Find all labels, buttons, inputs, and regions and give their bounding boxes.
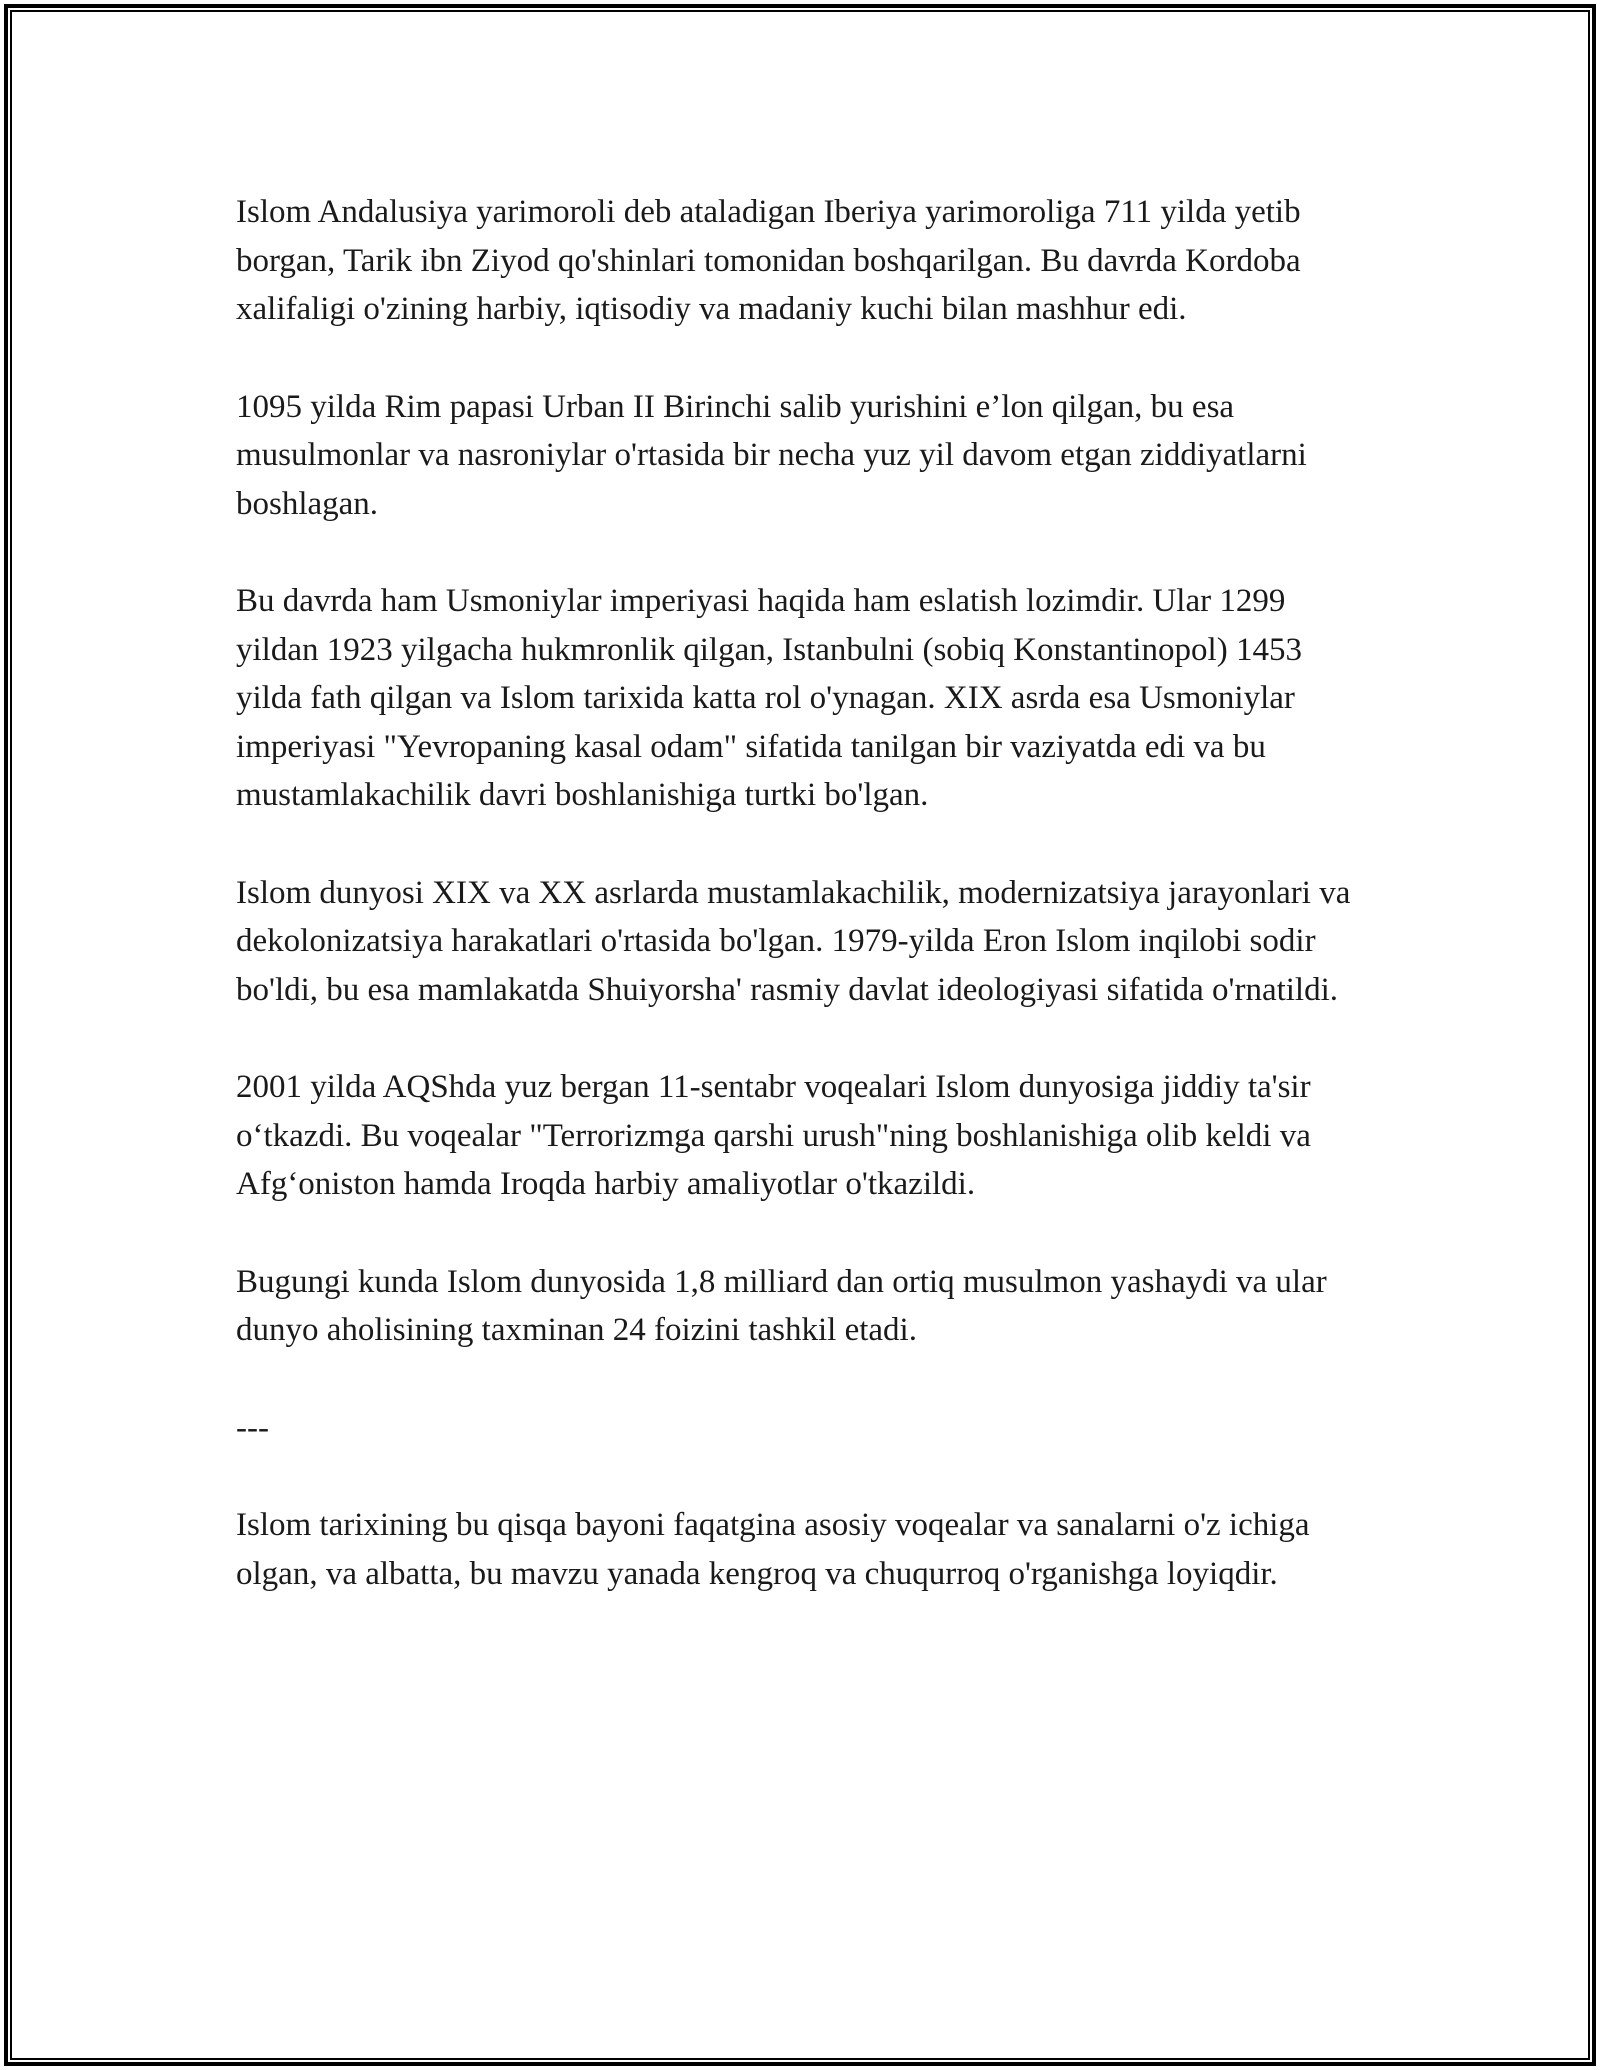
paragraph-september-11: 2001 yilda AQShda yuz bergan 11-sentabr voqealari Islom dunyosiga jiddiy ta'sir o‘tkazdi. Bu voqealar "Terrorizmga qarshi urush"ning boshlanishiga olib keldi va Afg‘oniston hamda Iroqda harbiy amaliyotlar o'tkazildi. (236, 1069, 1311, 1202)
paragraph-ottoman-empire: Bu davrda ham Usmoniylar imperiyasi haqida ham eslatish lozimdir. Ular 1299 yildan 1923 yilgacha hukmronlik qilgan, Istanbulni (sobiq Konstantinopol) 1453 yilda fath qilgan va Islom tarixida katta rol o'ynagan. XIX asrda esa Usmoniylar imperiyasi "Yevropaning kasal odam" sifatida tanilgan bir vaziyatda edi va bu mustamlakachilik davri boshlanishiga turtki bo'lgan. (236, 583, 1302, 813)
document-body (236, 188, 1366, 1647)
paragraph-conclusion: Islom tarixining bu qisqa bayoni faqatgina asosiy voqealar va sanalarni o'z ichiga olgan, va albatta, bu mavzu yanada kengroq va chuqurroq o'rganishga loyiqdir. (236, 1507, 1310, 1592)
paragraph-crusades: 1095 yilda Rim papasi Urban II Birinchi salib yurishini e’lon qilgan, bu esa musulmonlar va nasroniylar o'rtasida bir necha yuz yil davom etgan ziddiyatlarni boshlagan. (236, 388, 1307, 522)
separator-line: --- (236, 1409, 269, 1446)
paragraph-andalusia: Islom Andalusiya yarimoroli deb ataladigan Iberiya yarimoroliga 711 yilda yetib borgan, Tarik ibn Ziyod qo'shinlari tomonidan boshqarilgan. Bu davrda Kordoba xalifaligi o'zining harbiy, iqtisodiy va madaniy kuchi bilan mashhur edi. (236, 194, 1301, 327)
paragraph-today: Bugungi kunda Islom dunyosida 1,8 milliard dan ortiq musulmon yashaydi va ular dunyo aholisining taxminan 24 foizini tashkil etadi. (236, 1263, 1327, 1348)
paragraph-colonialism: Islom dunyosi XIX va XX asrlarda mustamlakachilik, modernizatsiya jarayonlari va dekolonizatsiya harakatlari o'rtasida bo'lgan. 1979-yilda Eron Islom inqilobi sodir bo'ldi, bu esa mamlakatda Shuiyorsha' rasmiy davlat ideologiyasi sifatida o'rnatildi. (236, 874, 1351, 1008)
